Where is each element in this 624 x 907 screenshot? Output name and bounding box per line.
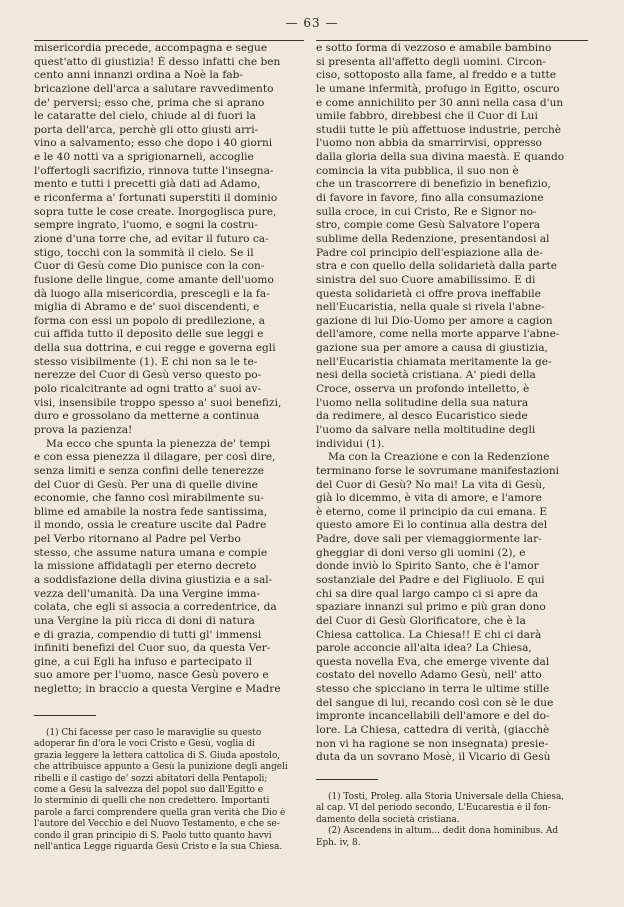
text-line: sempre ingrato, l'uomo, e sogni la costru- — [34, 219, 258, 232]
text-line: e riconferma a' fortunati superstiti il dominio — [34, 192, 278, 205]
text-line: parole a farci comprendere quella gran verità che Dio è — [34, 807, 286, 818]
text-line: forma con essi un popolo di predilezione, a — [34, 314, 265, 327]
left-footnote — [34, 728, 304, 854]
text-line: le cataratte del cielo, chiude al di fuori la — [34, 110, 256, 123]
right-body-text — [316, 42, 588, 765]
text-line: lo sterminio di quelli che non credettero. Importanti — [34, 796, 270, 807]
text-line: del Cuor di Gesù. Per una di quelle divine — [34, 478, 258, 491]
text-line: damento della società cristiana. — [316, 814, 460, 825]
text-line: stesso, che assume natura umana e compie — [34, 546, 268, 559]
text-line: sulla croce, in cui Cristo, Re e Signor no- — [316, 205, 537, 218]
text-line: come a Gesù la salvezza del popol suo dall'Egitto e — [34, 784, 264, 795]
text-line: Padre, dove sali per viemaggiormente lar- — [316, 533, 542, 546]
text-line: il mondo, ossia le creature uscite dal Padre — [34, 519, 267, 532]
text-line: è eterno, come il principio da cui emana. E — [316, 505, 548, 518]
text-line: da redimere, al desco Eucaristico siede — [316, 410, 528, 423]
text-line: grazia leggere la lettera cattolica di S. Giuda apostolo, — [34, 750, 281, 761]
footnote-rule — [316, 779, 378, 780]
text-line: Padre col principio dell'espiazione alla de- — [316, 246, 543, 259]
text-line: Ma ecco che spunta la pienezza de' tempi — [46, 437, 271, 450]
text-line: stigo, tocchi con la sommità il cielo. Se il — [34, 246, 254, 259]
text-line: parole acconcie all'alta idea? La Chiesa, — [316, 642, 532, 655]
text-line: pel Verbo ritornano al Padre pel Verbo — [34, 533, 241, 546]
text-line: dell'amore, come nella morte apparve l'abne- — [316, 328, 560, 341]
text-line: ciso, sottoposto alla fame, al freddo e a tutte — [316, 69, 557, 82]
text-line: nerezze del Cuor di Gesù verso questo po- — [34, 369, 262, 382]
text-line: vino a salvamento; esso che dopo i 40 giorni — [34, 137, 273, 150]
text-line: Cuor di Gesù come Dio punisce con la con- — [34, 260, 265, 273]
text-line: gine, a cui Egli ha infuso e partecipato il — [34, 655, 253, 668]
text-line: gazione sua per amore a causa di giustizia, — [316, 342, 548, 355]
text-line: e di grazia, compendio di tutti gl' immensi — [34, 628, 262, 641]
text-line: nesi della società cristiana. A' piedi della — [316, 369, 536, 382]
text-line: prova la pazienza! — [34, 423, 133, 436]
text-line: ribelli e il castigo de' sozzi abitatori della Pentapoli; — [34, 773, 268, 784]
text-line: cento anni innanzi ordina a Noè la fab- — [34, 69, 244, 82]
text-line: della sua dottrina, e cui regge e governa egli — [34, 342, 276, 355]
right-footnote — [316, 792, 588, 849]
text-line: impronte incancellabili dell'amore e del do- — [316, 710, 550, 723]
text-line: stesso visibilmente (1). E chi non sa le te- — [34, 355, 258, 368]
text-line: (1) Chi facesse per caso le maraviglie su questo — [46, 727, 262, 738]
text-line: economie, che fanno così mirabilmente su- — [34, 492, 264, 505]
text-line: porta dell'arca, perchè gli otto giusti arri- — [34, 123, 259, 136]
text-line: una Vergine la più ricca di doni di natura — [34, 614, 255, 627]
text-line: Croce, osserva un profondo intelletto, è — [316, 383, 530, 396]
text-line: l'uomo nella solitudine della sua natura — [316, 396, 529, 409]
text-line: nell'Eucaristia, nella quale si rivela l'abne- — [316, 301, 545, 314]
text-line: condo il gran principio di S. Paolo tutto quanto havvi — [34, 830, 272, 841]
text-line: stro, compie come Gesù Salvatore l'opera — [316, 219, 541, 232]
text-line: individui (1). — [316, 437, 385, 450]
text-line: suo amore per l'uomo, nasce Gesù povero e — [34, 669, 269, 682]
text-line: le umane infermità, profugo in Egitto, oscuro — [316, 82, 560, 95]
text-line: blime ed amabile la nostra fede santissima, — [34, 505, 268, 518]
text-line: colata, che egli si associa a corredentrice, da — [34, 601, 277, 614]
text-line: costato del novello Adamo Gesù, nell' atto — [316, 669, 542, 682]
column-rule — [316, 40, 588, 41]
text-line: gazione di lui Dio-Uomo per amore a cagion — [316, 314, 553, 327]
text-line: quest'atto di giustizia! È desso infatti che ben — [34, 55, 281, 68]
text-line: senza limiti e senza confini delle tenerezze — [34, 464, 265, 477]
text-line: a soddisfazione della divina giustizia e a sal- — [34, 573, 273, 586]
text-line: gheggiar di doni verso gli uomini (2), e — [316, 546, 526, 559]
text-line: studii tutte le più affettuose industrie, perchè — [316, 123, 562, 136]
text-line: e con essa pienezza il dilagare, per così dire, — [34, 451, 276, 464]
text-line: che attribuisce appunto a Gesù la punizione degli angeli — [34, 762, 288, 773]
text-line: questa solidarietà ci offre prova ineffabile — [316, 287, 541, 300]
text-line: l'uomo non abbia da smarrirvisi, oppresso — [316, 137, 542, 150]
text-line: lore. La Chiesa, cattedra di verità, (giacchè — [316, 724, 550, 737]
footnote-rule — [34, 715, 96, 716]
text-line: e come annichilito per 30 anni nella casa d'un — [316, 96, 564, 109]
text-line: (1) Tosti, Proleg. alla Storia Universale della Chiesa, — [328, 791, 565, 802]
left-body-text — [34, 42, 304, 697]
page-number: — 63 — — [285, 16, 339, 30]
text-line: l'autore del Vecchio e del Nuovo Testamento, e che se- — [34, 819, 280, 830]
text-line: duta da un sovrano Mosè, il Vicario di Gesù — [316, 751, 551, 764]
text-line: sostanziale del Padre e del Figliuolo. E qui — [316, 573, 545, 586]
text-line: terminano forse le sovrumane manifestazioni — [316, 464, 560, 477]
text-line: la missione affidatagli per eterno decreto — [34, 560, 257, 573]
text-line: comincia la vita pubblica, il suo non è — [316, 164, 519, 177]
text-line: questo amore Ei lo continua alla destra del — [316, 519, 548, 532]
text-line: (2) Ascendens in altum... dedit dona hominibus. Ad — [328, 826, 559, 837]
text-line: del Cuor di Gesù? No mai! La vita di Gesù, — [316, 478, 546, 491]
text-line: e sotto forma di vezzoso e amabile bambino — [316, 42, 552, 54]
text-line: del sangue di lui, recando così con sè le due — [316, 696, 554, 709]
text-line: l'offertogli sacrifizio, rinnova tutte l'insegna- — [34, 164, 274, 177]
text-line: spaziare innanzi sul primo e più gran dono — [316, 601, 546, 614]
text-line: adoperar fin d'ora le voci Cristo e Gesù, voglia di — [34, 739, 255, 750]
text-line: donde inviò lo Spirito Santo, che è l'amor — [316, 560, 539, 573]
text-line: sinistra del suo Cuore amabilissimo. E di — [316, 273, 536, 286]
text-line: sublime della Redenzione, presentandosi al — [316, 232, 550, 245]
text-line: bricazione dell'arca a salutare ravvedimento — [34, 82, 274, 95]
text-line: misericordia precede, accompagna e segue — [34, 42, 268, 54]
text-line: negletto; in braccio a questa Vergine e Madre — [34, 683, 281, 696]
text-line: de' perversi; esso che, prima che si aprano — [34, 96, 265, 109]
text-line: zione d'una torre che, ad evitar il futuro ca- — [34, 232, 269, 245]
text-line: che un trascorrere di benefizio in benefizio, — [316, 178, 551, 191]
text-line: sopra tutte le cose create. Inorgoglisca pure, — [34, 205, 277, 218]
text-line: polo ricalcitrante ad ogni tratto a' suoi av- — [34, 383, 262, 396]
text-line: del Cuor di Gesù Glorificatore, che è la — [316, 614, 526, 627]
text-line: umile fabbro, direbbesi che il Cuor di Lui — [316, 110, 538, 123]
text-line: fusione delle lingue, come amante dell'uomo — [34, 273, 274, 286]
right-column — [316, 40, 588, 849]
text-line: stesso che spicciano in terra le ultime stille — [316, 683, 550, 696]
text-line: e le 40 notti va a sprigionarneli, accoglie — [34, 151, 254, 164]
text-line: vezza dell'umanità. Da una Vergine imma- — [34, 587, 261, 600]
text-line: già lo dicemmo, è vita di amore, e l'amore — [316, 492, 542, 505]
text-line: Ma con la Creazione e con la Redenzione — [328, 451, 550, 464]
text-line: non vi ha ragione se non insegnata) presie- — [316, 737, 549, 750]
text-line: nell'Eucaristia chiamata meritamente la ge- — [316, 355, 552, 368]
text-line: si presenta all'affetto degli uomini. Circon- — [316, 55, 546, 68]
left-column — [34, 40, 304, 854]
text-line: miglia di Abramo e de' suoi discendenti, e — [34, 301, 260, 314]
column-rule — [34, 40, 304, 41]
text-line: nell'antica Legge riguarda Gesù Cristo e la sua Chiesa. — [34, 842, 283, 853]
text-line: dalla gloria della sua divina maestà. E quando — [316, 151, 565, 164]
text-line: questa novella Eva, che emerge vivente dal — [316, 655, 550, 668]
text-line: di favore in favore, fino alla consumazione — [316, 192, 544, 205]
text-line: visi, insensibile troppo spesso a' suoi benefizi, — [34, 396, 282, 409]
text-line: al cap. VI del periodo secondo, L'Eucarestia è il fon- — [316, 803, 551, 814]
text-line: Eph. iv, 8. — [316, 837, 361, 848]
text-line: cui affida tutto il deposito delle sue leggi e — [34, 328, 264, 341]
text-line: infiniti benefizi del Cuor suo, da questa Ver- — [34, 642, 271, 655]
text-line: mento e tutti i precetti già dati ad Adamo, — [34, 178, 261, 191]
text-line: l'uomo da salvare nella moltitudine degli — [316, 423, 536, 436]
text-line: Chiesa cattolica. La Chiesa!! E chi ci darà — [316, 628, 542, 641]
text-line: stra e con quello della solidarietà dalla parte — [316, 260, 558, 273]
text-line: dà luogo alla misericordia, prescegli e la fa- — [34, 287, 270, 300]
text-line: chi sa dire qual largo campo ci si apre da — [316, 587, 539, 600]
text-line: duro e grossolano da metterne a continua — [34, 410, 260, 423]
